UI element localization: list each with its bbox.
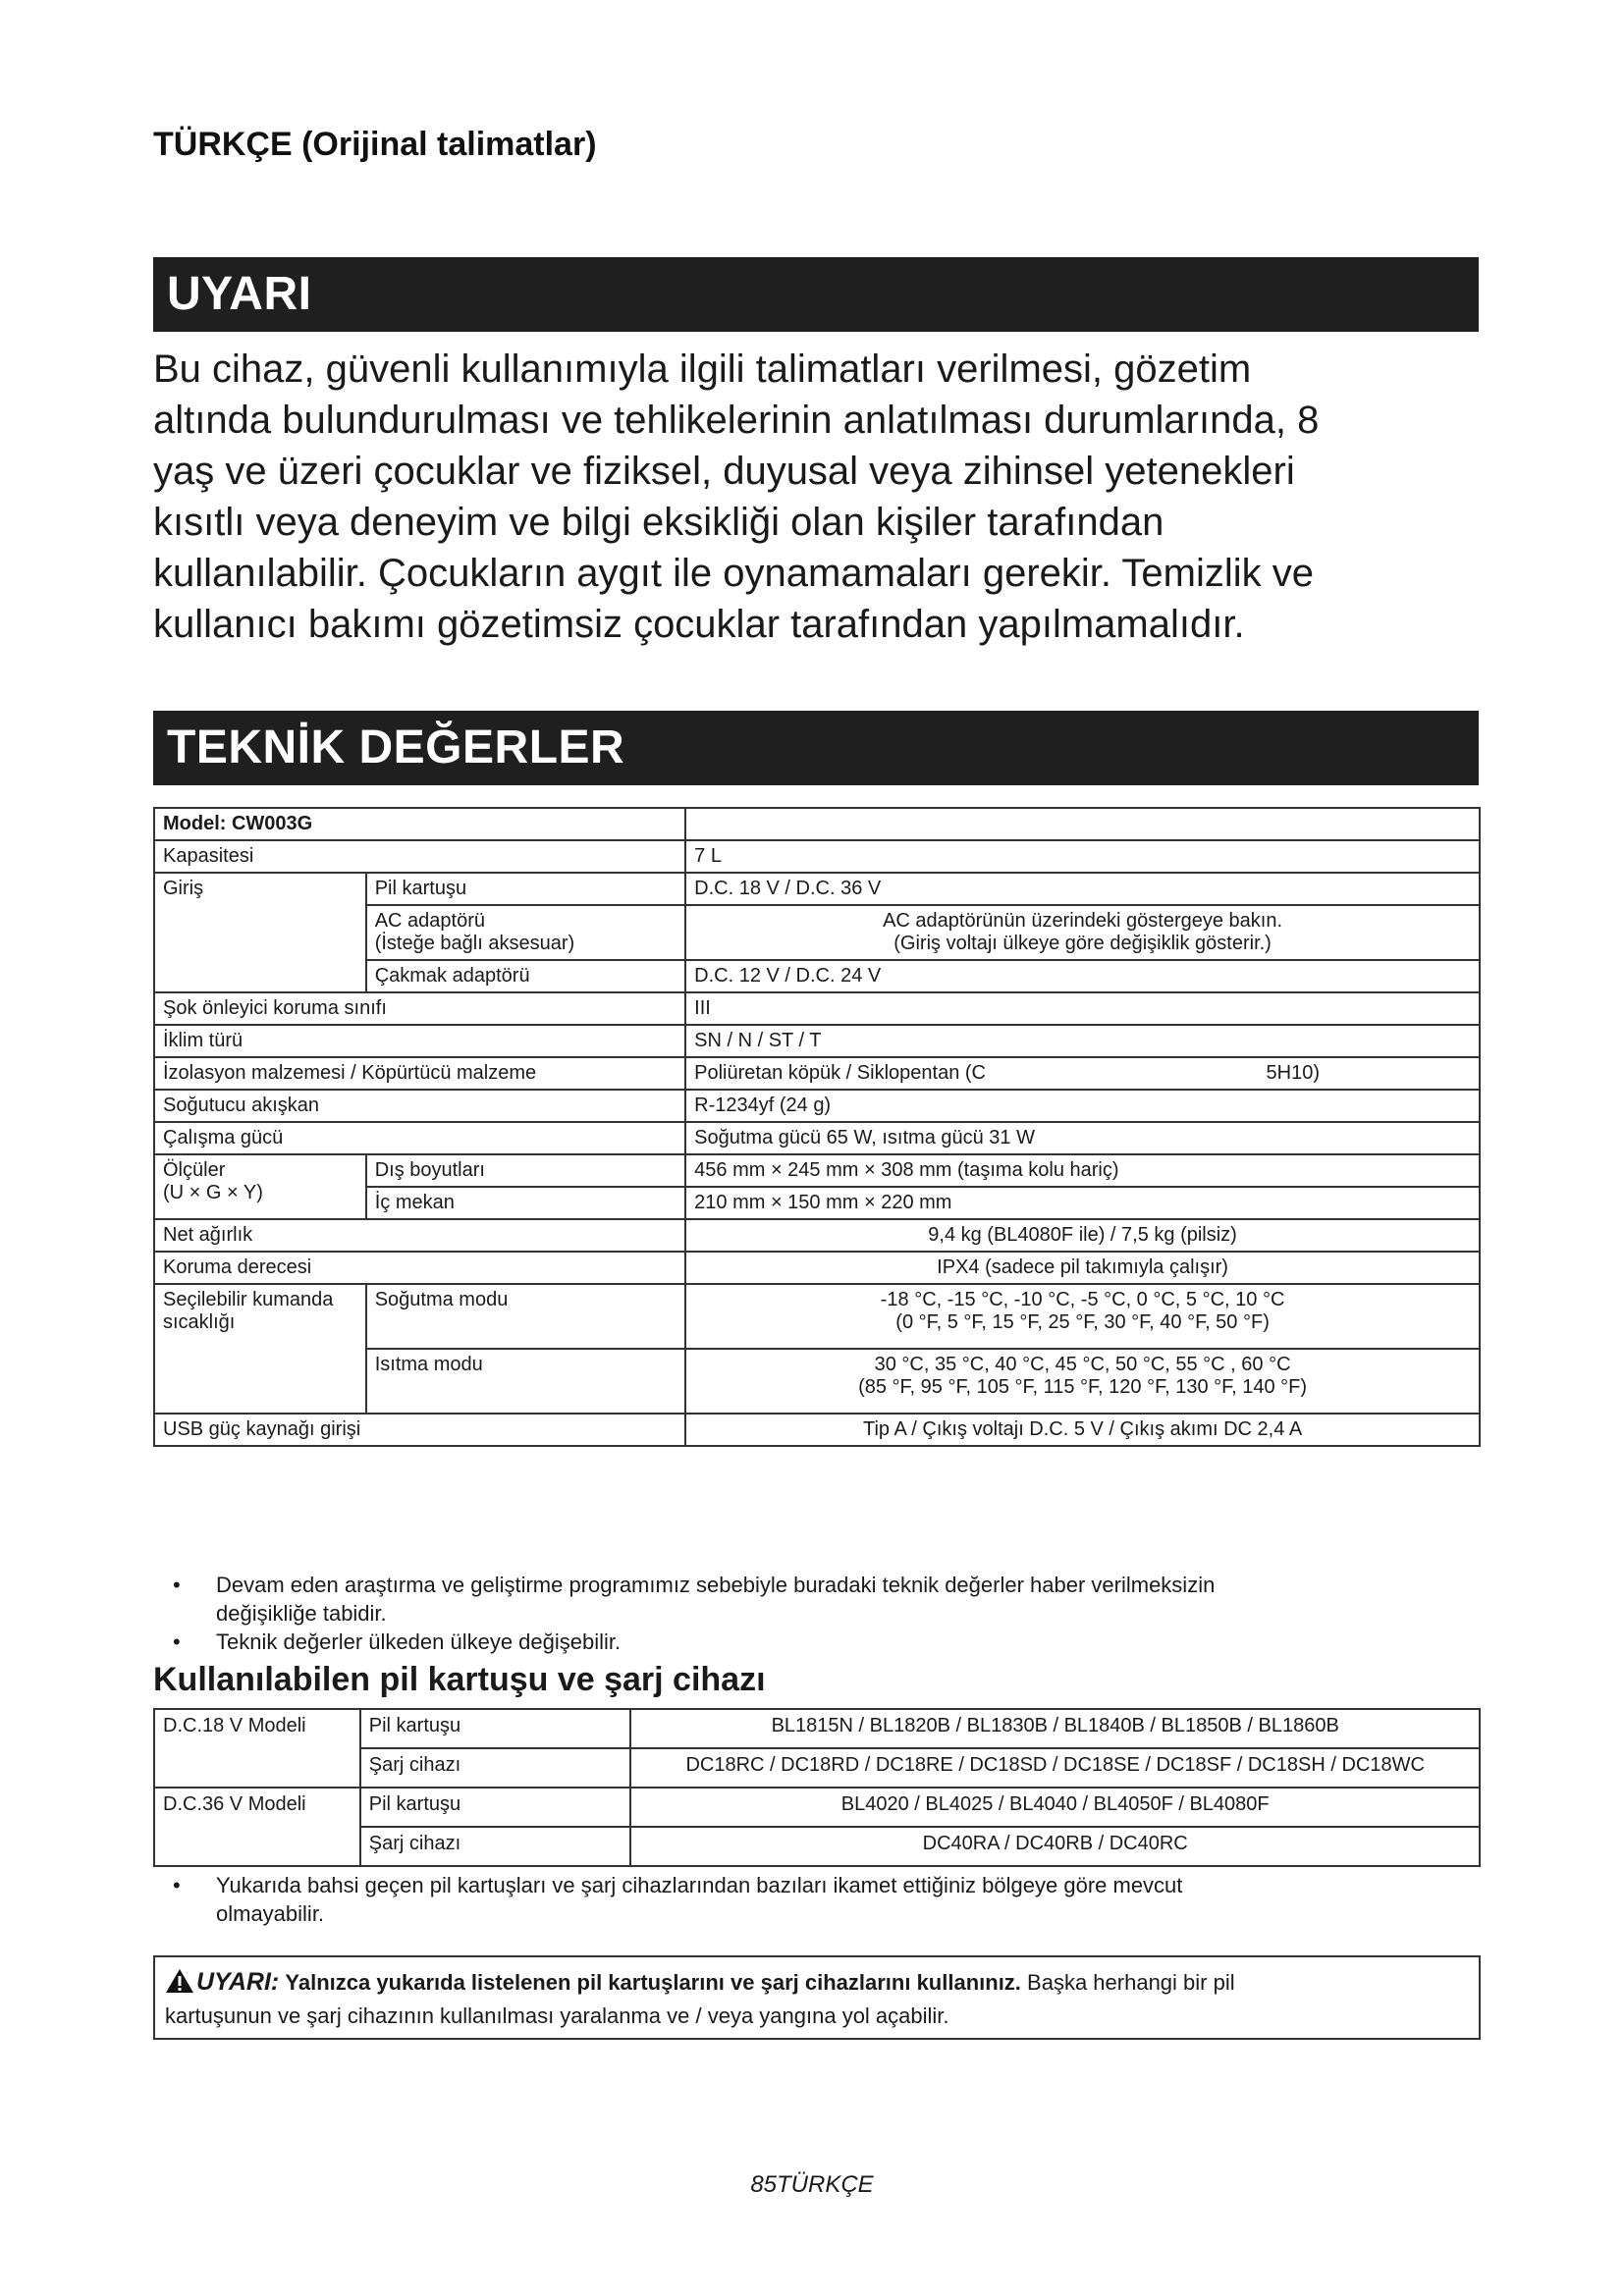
- table-row: [154, 1154, 1480, 1187]
- insulation-value: Poliüretan köpük / Siklopentan (C: [694, 1062, 986, 1084]
- table-row: [154, 1414, 1480, 1446]
- dimensions-axes: (U × G × Y): [163, 1182, 263, 1203]
- value-cell: BL1815N / BL1820B / BL1830B / BL1840B / BL1850B / BL1860B: [630, 1709, 1480, 1748]
- shock-value: III: [685, 992, 1480, 1025]
- value-cell: BL4020 / BL4025 / BL4040 / BL4050F / BL4080F: [630, 1788, 1480, 1827]
- table-row: [154, 1219, 1480, 1252]
- dimensions-label-cell: [154, 1154, 366, 1219]
- language-title: TÜRKÇE (Orijinal talimatlar): [153, 126, 597, 163]
- warning-line: altında bulundurulması ve tehlikelerinin anlatılması durumlarında, 8: [153, 399, 1320, 442]
- table-row: [154, 1788, 1480, 1827]
- heat-mode-f: (85 °F, 95 °F, 105 °F, 115 °F, 120 °F, 130 °F, 140 °F): [858, 1376, 1308, 1398]
- usb-value: Tip A / Çıkış voltajı D.C. 5 V / Çıkış akımı DC 2,4 A: [685, 1414, 1480, 1446]
- cool-mode-label: Soğutma modu: [366, 1284, 685, 1349]
- cool-mode-value-cell: [685, 1284, 1480, 1349]
- table-row: [154, 1090, 1480, 1122]
- climate-label: İklim türü: [154, 1025, 685, 1057]
- warning-triangle-icon: [165, 1968, 194, 2002]
- capacity-value: 7 L: [685, 840, 1480, 873]
- power-label: Çalışma gücü: [154, 1122, 685, 1154]
- specs-heading: TEKNİK DEĞERLER: [153, 711, 1479, 785]
- warning-body: [153, 344, 1489, 650]
- warning-line: kısıtlı veya deneyim ve bilgi eksikliği olan kişiler tarafından: [153, 501, 1164, 544]
- battery-warning-box: [153, 1955, 1481, 2040]
- model-cell: D.C.36 V Modeli: [154, 1788, 360, 1866]
- inner-label: İç mekan: [366, 1187, 685, 1219]
- heat-mode-label: Isıtma modu: [366, 1349, 685, 1414]
- warning-line-2: kartuşunun ve şarj cihazının kullanılması yaralanma ve / veya yangına yol açabilir.: [165, 2003, 949, 2028]
- warning-line-1: [165, 1967, 1469, 2002]
- protection-label: Koruma derecesi: [154, 1252, 685, 1284]
- table-row: [154, 992, 1480, 1025]
- warning-line: Bu cihaz, güvenli kullanımıyla ilgili talimatları verilmesi, gözetim: [153, 347, 1252, 391]
- ac-value-cell: [685, 905, 1480, 960]
- type-cell: Pil kartuşu: [360, 1709, 631, 1748]
- power-value: Soğutma gücü 65 W, ısıtma gücü 31 W: [685, 1122, 1480, 1154]
- cool-mode-f: (0 °F, 5 °F, 15 °F, 25 °F, 30 °F, 40 °F, 50 °F): [895, 1311, 1270, 1333]
- value-cell: DC40RA / DC40RB / DC40RC: [630, 1827, 1480, 1866]
- page-number: 85: [750, 2171, 778, 2198]
- specs-table: [153, 807, 1481, 1447]
- list-item: [153, 1871, 1489, 1928]
- temp-label: Seçilebilir kumanda sıcaklığı: [154, 1284, 366, 1414]
- warning-bold-text: Yalnızca yukarıda listelenen pil kartuşlarını ve şarj cihazlarını kullanınız.: [285, 1970, 1021, 1995]
- net-weight-value: 9,4 kg (BL4080F ile) / 7,5 kg (pilsiz): [685, 1219, 1480, 1252]
- value-cell: DC18RC / DC18RD / DC18RE / DC18SD / DC18SE / DC18SF / DC18SH / DC18WC: [630, 1748, 1480, 1788]
- ac-value: AC adaptörünün üzerindeki göstergeye bakın.: [883, 910, 1283, 932]
- ac-value-note: (Giriş voltajı ülkeye göre değişiklik gösterir.): [893, 933, 1272, 954]
- page-footer: [0, 2171, 1624, 2199]
- insulation-formula: 5H10): [1266, 1062, 1321, 1084]
- input-label: Giriş: [154, 873, 366, 992]
- list-item: [153, 1571, 1489, 1628]
- outer-value: 456 mm × 245 mm × 308 mm (taşıma kolu hariç): [685, 1154, 1480, 1187]
- table-row: [154, 1025, 1480, 1057]
- warning-line: yaş ve üzeri çocuklar ve fiziksel, duyusal veya zihinsel yetenekleri: [153, 450, 1295, 493]
- table-row: [154, 1057, 1480, 1090]
- heat-mode-c: 30 °C, 35 °C, 40 °C, 45 °C, 50 °C, 55 °C , 60 °C: [874, 1354, 1291, 1375]
- batteries-note: [153, 1871, 1489, 1928]
- list-item: [153, 1628, 1489, 1656]
- net-weight-label: Net ağırlık: [154, 1219, 685, 1252]
- warning-label: UYARI:: [196, 1968, 280, 1996]
- cool-mode-c: -18 °C, -15 °C, -10 °C, -5 °C, 0 °C, 5 °C, 10 °C: [880, 1289, 1285, 1310]
- warning-line: kullanıcı bakımı gözetimsiz çocuklar tarafından yapılmamalıdır.: [153, 603, 1245, 646]
- table-row: [154, 808, 1480, 840]
- note-text: değişikliğe tabidir.: [216, 1601, 387, 1626]
- type-cell: Pil kartuşu: [360, 1788, 631, 1827]
- dimensions-label: Ölçüler: [163, 1159, 226, 1181]
- spec-notes: [153, 1571, 1489, 1656]
- battery-value: D.C. 18 V / D.C. 36 V: [685, 873, 1480, 905]
- refrigerant-label: Soğutucu akışkan: [154, 1090, 685, 1122]
- warning-rest-text: Başka herhangi bir pil: [1027, 1970, 1235, 1995]
- batteries-heading: Kullanılabilen pil kartuşu ve şarj cihazı: [153, 1661, 766, 1698]
- battery-label: Pil kartuşu: [366, 873, 685, 905]
- climate-value: SN / N / ST / T: [685, 1025, 1480, 1057]
- shock-label: Şok önleyici koruma sınıfı: [154, 992, 685, 1025]
- insulation-label: İzolasyon malzemesi / Köpürtücü malzeme: [154, 1057, 685, 1090]
- ac-note: (İsteğe bağlı aksesuar): [374, 933, 575, 954]
- protection-value: IPX4 (sadece pil takımıyla çalışır): [685, 1252, 1480, 1284]
- table-row: [154, 1709, 1480, 1748]
- bullet-icon: •: [173, 1629, 181, 1654]
- type-cell: Şarj cihazı: [360, 1748, 631, 1788]
- bullet-icon: •: [173, 1573, 181, 1597]
- batteries-table: [153, 1708, 1481, 1867]
- inner-value: 210 mm × 150 mm × 220 mm: [685, 1187, 1480, 1219]
- heat-mode-value-cell: [685, 1349, 1480, 1414]
- car-value: D.C. 12 V / D.C. 24 V: [685, 960, 1480, 992]
- model-cell: D.C.18 V Modeli: [154, 1709, 360, 1788]
- note-text: Yukarıda bahsi geçen pil kartuşları ve şarj cihazlarından bazıları ikamet ettiğiniz bölgeye göre mevcut: [216, 1873, 1183, 1897]
- table-row: [154, 1122, 1480, 1154]
- note-text: Devam eden araştırma ve geliştirme programımız sebebiyle buradaki teknik değerler haber verilmeksizin: [216, 1573, 1216, 1597]
- capacity-label: Kapasitesi: [154, 840, 685, 873]
- footer-language: TÜRKÇE: [777, 2171, 874, 2198]
- warning-line: kullanılabilir. Çocukların aygıt ile oynamamaları gerekir. Temizlik ve: [153, 552, 1314, 595]
- table-row: [154, 873, 1480, 905]
- usb-label: USB güç kaynağı girişi: [154, 1414, 685, 1446]
- model-cell: Model: CW003G: [154, 808, 685, 840]
- table-row: [154, 840, 1480, 873]
- note-text: Teknik değerler ülkeden ülkeye değişebilir.: [216, 1629, 622, 1654]
- car-label: Çakmak adaptörü: [366, 960, 685, 992]
- type-cell: Şarj cihazı: [360, 1827, 631, 1866]
- ac-label: AC adaptörü: [374, 910, 485, 932]
- table-row: [154, 1284, 1480, 1349]
- bullet-icon: •: [173, 1873, 181, 1897]
- ac-label-cell: [366, 905, 685, 960]
- insulation-value-cell: [685, 1057, 1480, 1090]
- warning-heading: UYARI: [153, 257, 1479, 332]
- outer-label: Dış boyutları: [366, 1154, 685, 1187]
- refrigerant-value: R-1234yf (24 g): [685, 1090, 1480, 1122]
- note-text: olmayabilir.: [216, 1901, 325, 1926]
- table-row: [154, 1252, 1480, 1284]
